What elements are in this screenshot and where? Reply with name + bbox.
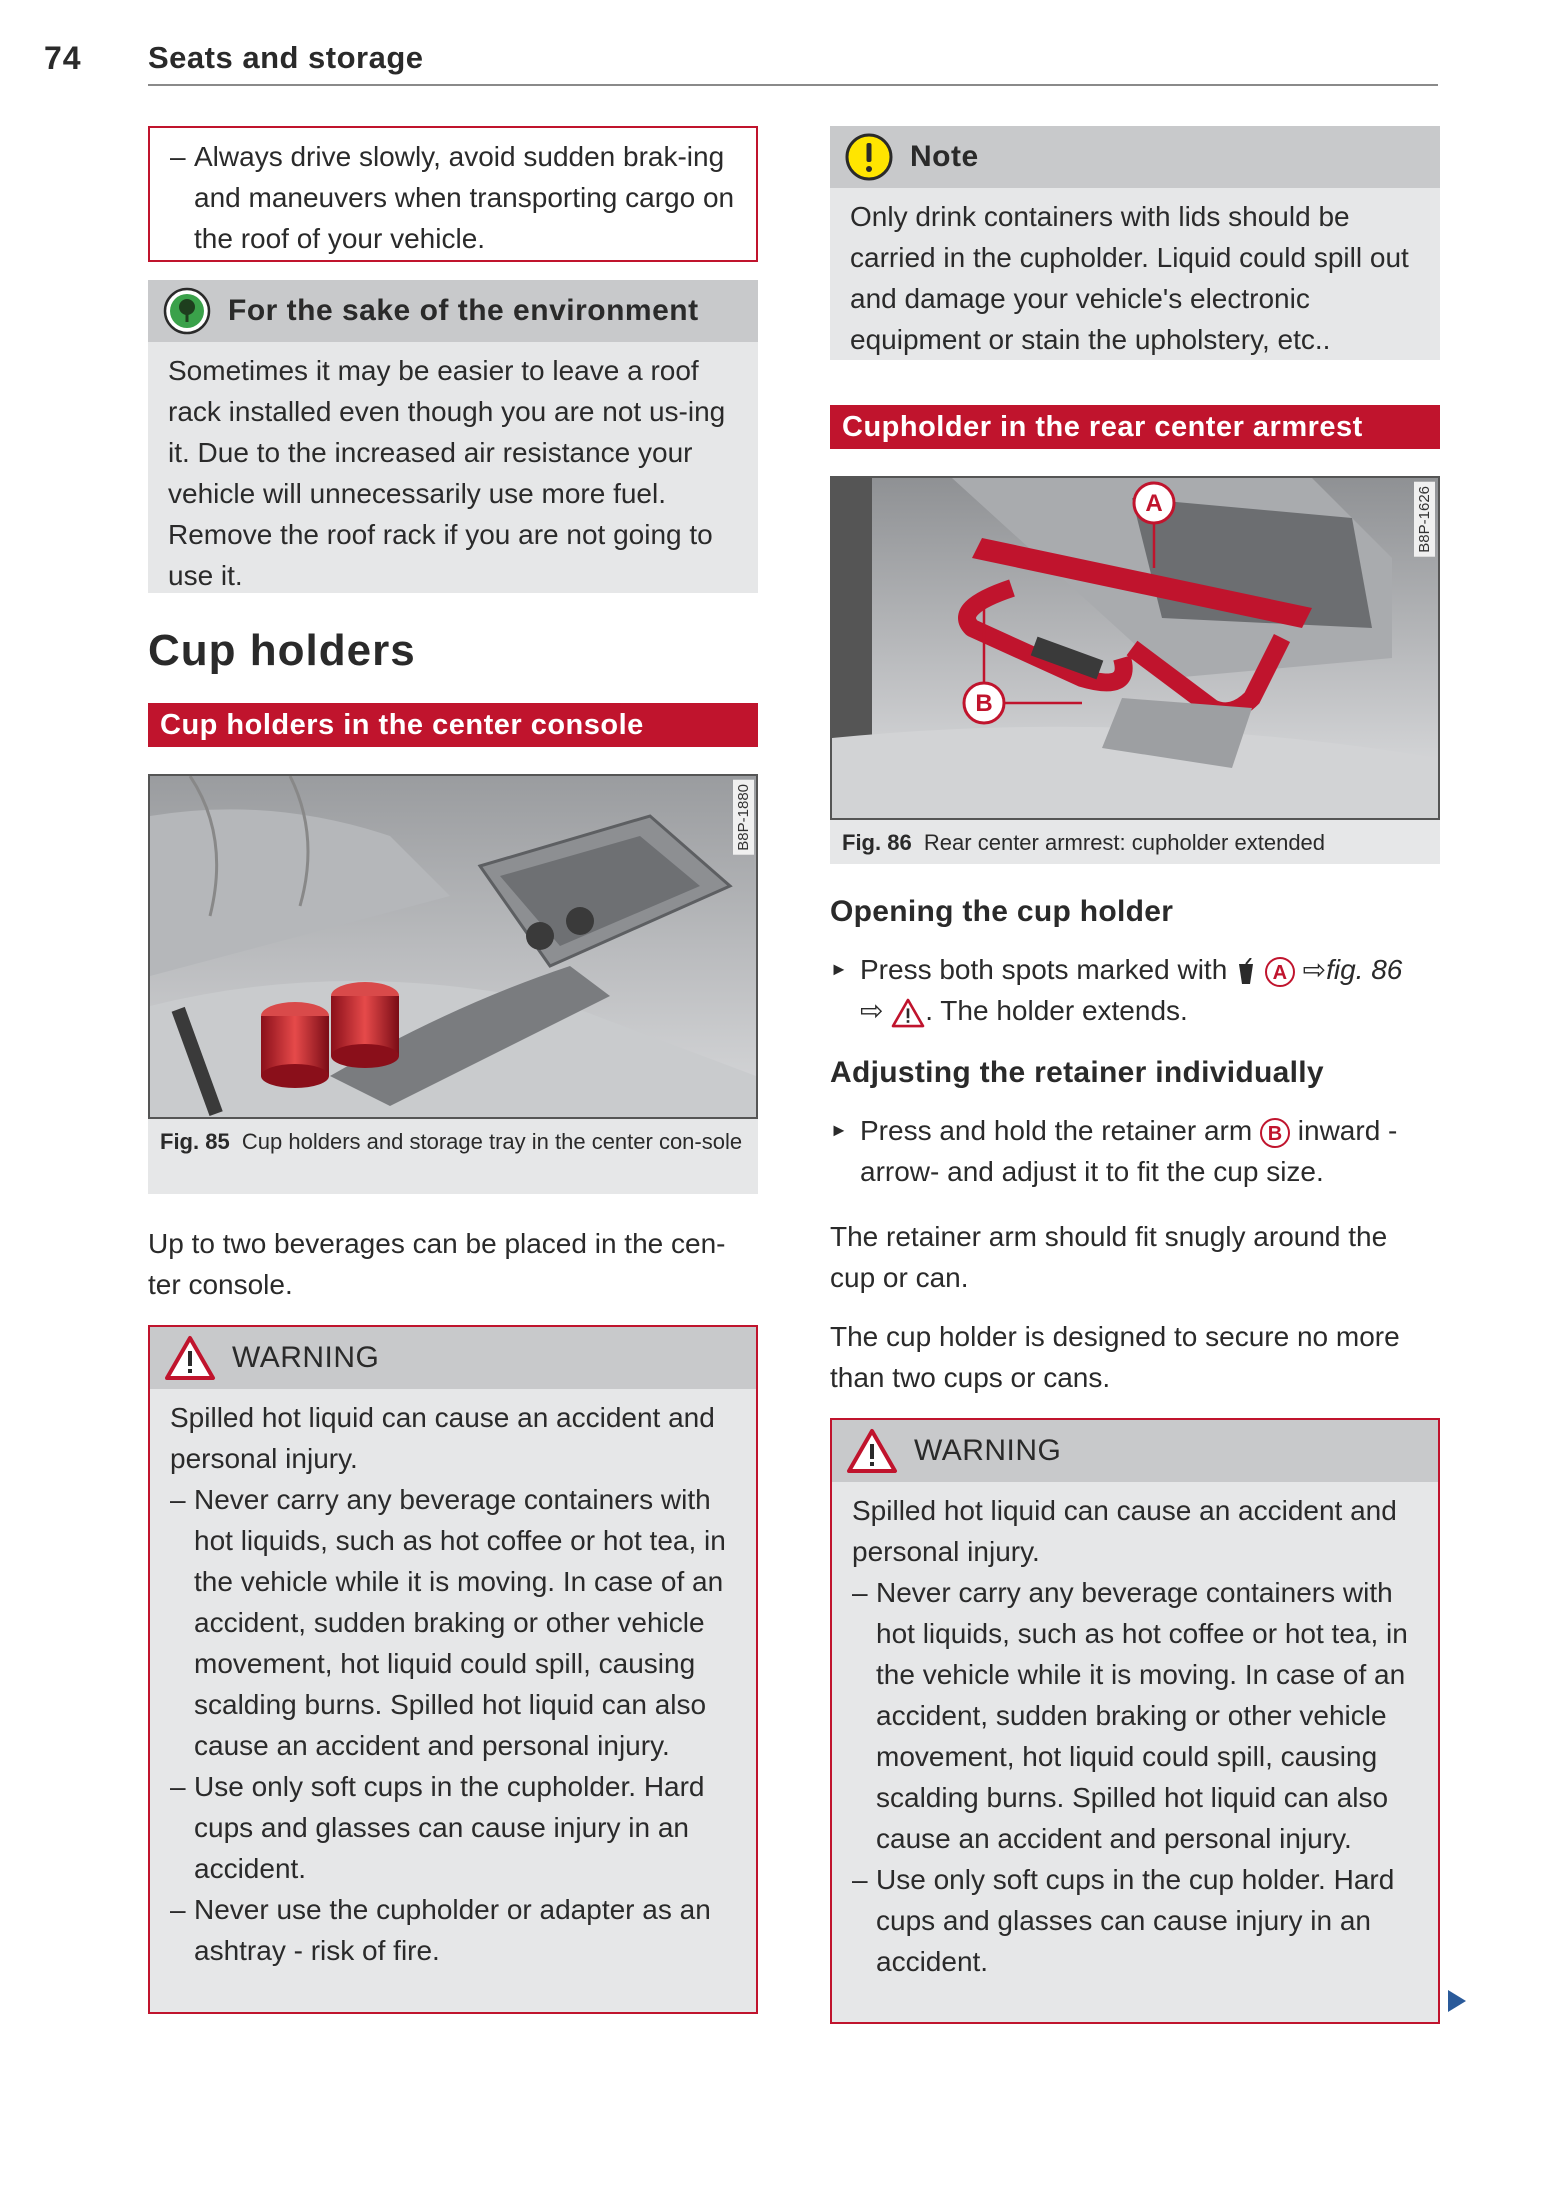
warning-left-item: – Use only soft cups in the cupholder. Hard cups and glasses can cause injury in an accident. [170,1766,736,1889]
heading-adjusting-retainer: Adjusting the retainer individually [830,1056,1324,1089]
fig-ref-arrow-icon: ⇨ [1302,954,1327,985]
figure-86-reference[interactable]: fig. 86 [1326,954,1403,985]
subsection-bar-rear-armrest: Cupholder in the rear center armrest [830,405,1440,449]
warning-left-item: – Never carry any beverage containers with hot liquids, such as hot coffee or hot tea, in the vehicle while it is moving. In case of an accident, sudden braking or other vehicle movement, hot liquid could spill, causing scalding burns. Spilled hot liquid can also cause an accident and personal injury. [170,1479,736,1766]
figure-85-code: B8P-1880 [733,780,754,855]
subsection-bar-center-console: Cup holders in the center console [148,703,758,747]
warning-reference-icon[interactable] [891,998,925,1028]
figure-86-caption-text: Rear center armrest: cupholder extended [923,830,1326,855]
environment-tree-icon [162,286,212,336]
warning-triangle-icon [164,1335,216,1381]
header-divider [148,84,1438,86]
retainer-fit-text: The retainer arm should fit snugly around the cup or can. [830,1221,1388,1293]
figure-86-label: Fig. 86 [842,830,912,855]
step-adjusting-text: Press and hold the retainer arm [860,1115,1253,1146]
step-opening [830,949,1470,1031]
environment-box-title: For the sake of the environment [228,294,699,327]
figure-86-image [830,476,1440,820]
section-title: Seats and storage [148,40,424,75]
figure-86-code: B8P-1626 [1414,482,1435,557]
warning-right-item: – Use only soft cups in the cup holder. Hard cups and glasses can cause injury in an accident. [852,1859,1418,1982]
figure-86-caption [830,820,1440,864]
callout-a-marker: A [1265,957,1295,987]
figure-85-caption [148,1119,758,1194]
warning-box-right-title: WARNING [914,1434,1062,1467]
see-warning-arrow-icon: ⇨ [860,995,884,1026]
step-opening-result: . The holder extends. [925,995,1188,1026]
environment-box-header [148,280,758,342]
warning-right-intro: Spilled hot liquid can cause an accident and personal injury. [852,1495,1397,1567]
warning-left-intro: Spilled hot liquid can cause an accident and personal injury. [170,1402,715,1474]
cup-symbol-icon [1235,958,1257,986]
warning-box-left [148,1325,758,2014]
warning-box-right [830,1418,1440,2024]
step-bullet-icon: ► [830,1120,848,1140]
rear-armrest-illustration [832,478,1438,818]
cup-holder-intro-text: Up to two beverages can be placed in the cen-ter console. [148,1228,726,1300]
callout-a-label: A [1145,490,1163,517]
environment-box-text: Sometimes it may be easier to leave a roof rack installed even though you are not us-ing it. Due to the increased air resistance your vehicle will unnecessarily use more fuel. Remove the roof rack if you are not going to use it. [168,355,726,591]
step-adjusting-text-end: inward -arrow- and adjust it to fit the cup size. [860,1115,1398,1187]
step-bullet-icon: ► [830,959,848,979]
roof-warning-item: – Always drive slowly, avoid sudden brak-ing and maneuvers when transporting cargo on the roof of your vehicle. [170,136,736,259]
warning-right-item: – Never carry any beverage containers with hot liquids, such as hot coffee or hot tea, in the vehicle while it is moving. In case of an accident, sudden braking or other vehicle movement, hot liquid could spill, causing scalding burns. Spilled hot liquid can also cause an accident and personal injury. [852,1572,1418,1859]
figure-85-caption-text: Cup holders and storage tray in the center con-sole [241,1129,743,1154]
note-box-header [830,126,1440,188]
callout-b-label: B [975,690,993,717]
warning-box-right-header [832,1420,1438,1482]
roof-warning-continuation [148,126,758,262]
continued-next-page-icon[interactable] [1448,1990,1466,2012]
figure-85-image [148,774,758,1119]
step-opening-text: Press both spots marked with [860,954,1228,985]
page-number: 74 [44,40,82,76]
note-box [830,126,1440,360]
note-box-title: Note [910,140,979,173]
heading-opening-cup-holder: Opening the cup holder [830,895,1174,928]
warning-box-left-title: WARNING [232,1341,380,1374]
warning-left-item: – Never use the cupholder or adapter as an ashtray - risk of fire. [170,1889,736,1971]
warning-triangle-icon [846,1428,898,1474]
center-console-illustration [150,776,756,1117]
figure-85-label: Fig. 85 [160,1129,230,1154]
capacity-text: The cup holder is designed to secure no more than two cups or cans. [830,1321,1400,1393]
callout-b-marker: B [1260,1118,1290,1148]
warning-box-left-header [150,1327,756,1389]
environment-box [148,280,758,593]
page-heading-cup-holders: Cup holders [148,626,416,675]
note-box-text: Only drink containers with lids should be carried in the cupholder. Liquid could spill out and damage your vehicle's electronic equipment or stain the upholstery, etc.. [850,201,1409,355]
note-exclamation-icon [844,132,894,182]
step-adjusting [830,1110,1470,1192]
